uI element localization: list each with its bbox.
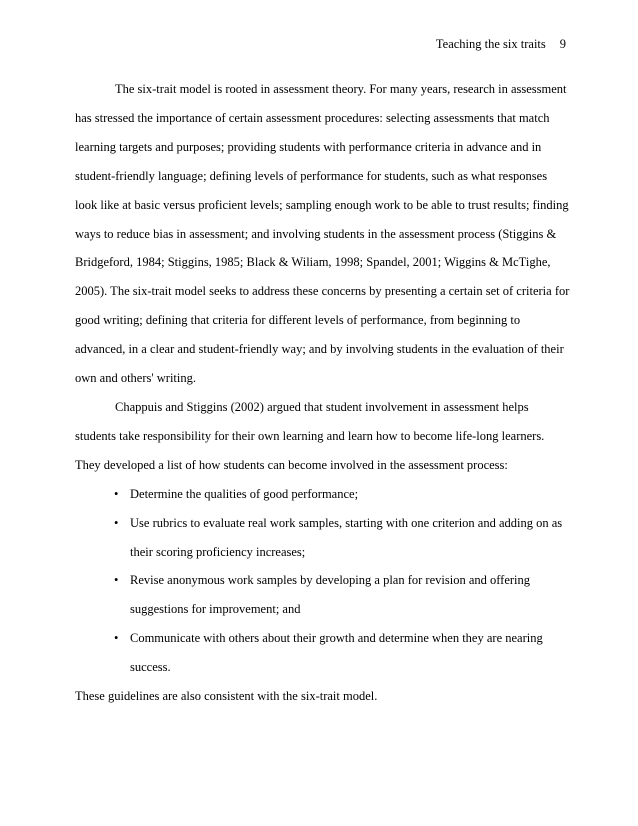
paragraph-assessment-theory: The six-trait model is rooted in assessment theory. For many years, research in assessment has stressed the importance of certain assessment procedures: selecting assessments that match learning targets and purposes; providing students with performance criteria in advance and in student-friendly language; defining levels of performance for students, such as what responses look like at basic versus proficient levels; sampling enough work to be able to trust results; finding ways to reduce bias in assessment; and involving students in the assessment process (Stiggins & Bridgeford, 1984; Stiggins, 1985; Black & Wiliam, 1998; Spandel, 2001; Wiggins & McTighe, 2005). The six-trait model seeks to address these concerns by presenting a certain set of criteria for good writing; defining that criteria for different levels of performance, from beginning to advanced, in a clear and student-friendly way; and by involving students in the evaluation of their own and others' writing. [75,82,570,386]
list-item [75,624,571,682]
list-item [75,566,571,624]
paragraph-student-involvement: Chappuis and Stiggins (2002) argued that student involvement in assessment helps students take responsibility for their own learning and learn how to become life-long learners. They developed a list of how students can become involved in the assessment process: [75,399,545,472]
list-item-text: Revise anonymous work samples by developing a plan for revision and offering suggestions for improvement; and [130,573,531,617]
bullet-icon: • [114,515,119,530]
list-item-text: Determine the qualities of good performance; [130,486,359,501]
running-header [436,36,566,52]
bullet-icon: • [114,631,119,646]
list-item-text: Communicate with others about their growth and determine when they are nearing success. [130,631,543,675]
paragraph-conclusion: These guidelines are also consistent with the six-trait model. [75,689,378,704]
document-body [75,75,571,711]
guideline-list [75,480,571,682]
list-item [75,480,571,509]
list-item [75,509,571,567]
page-number: 9 [559,37,566,51]
running-head-title: Teaching the six traits [435,37,546,51]
bullet-icon: • [114,486,119,501]
list-item-text: Use rubrics to evaluate real work samples, starting with one criterion and adding on as their scoring proficiency increases; [130,515,563,559]
bullet-icon: • [114,573,119,588]
